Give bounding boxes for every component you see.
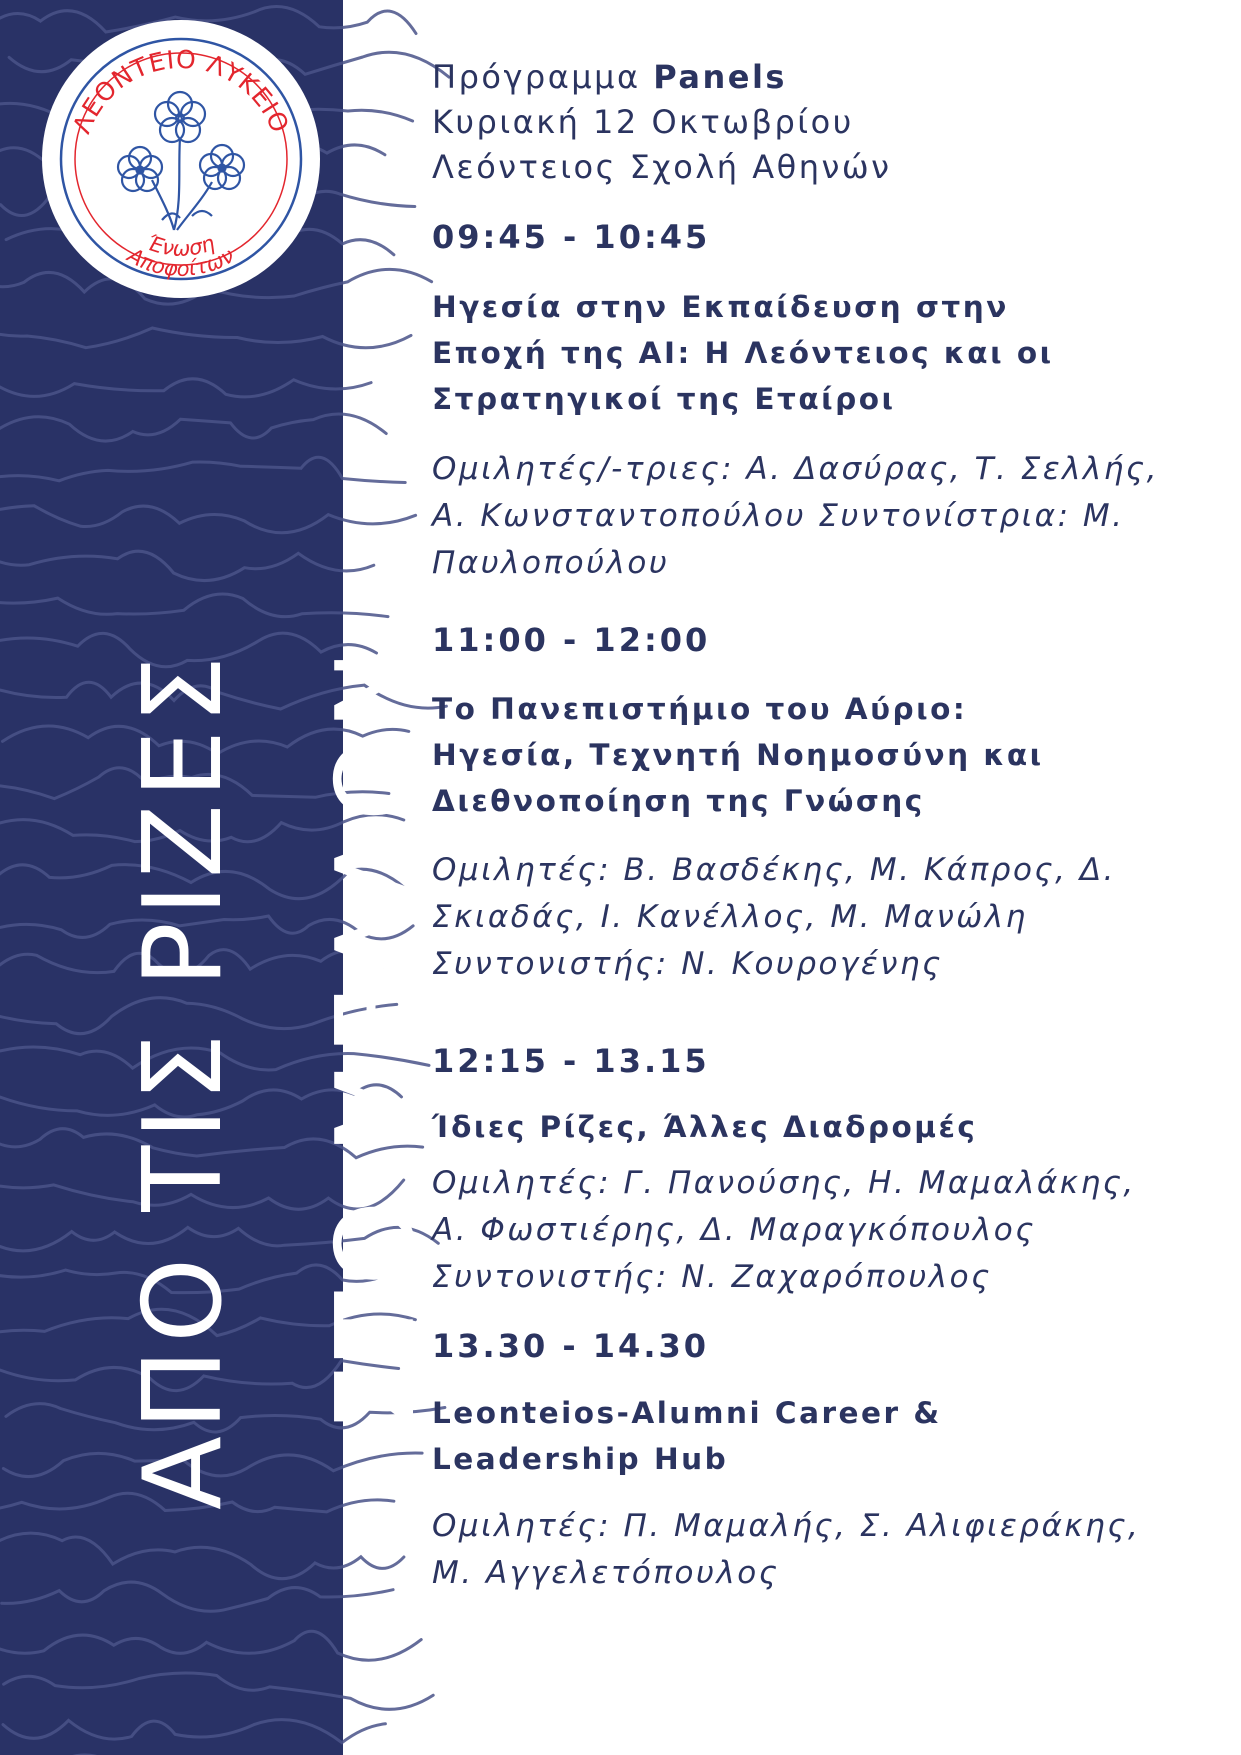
session-3-speakers	[432, 1160, 1192, 1301]
session-4-title-line: Leonteios-Alumni Career &	[432, 1396, 942, 1430]
session-1-speaker-line: Ομιλητές/-τριες: Α. Δασύρας, Τ. Σελλής,	[432, 451, 1159, 487]
logo-bottom-text-2: Αποφοίτων	[123, 243, 239, 282]
session-4-speaker-line: Μ. Αγγελετόπουλος	[432, 1555, 780, 1591]
session-3-time: 12:15 - 13.15	[432, 1042, 710, 1080]
session-3-speaker-line: Συντονιστής: Ν. Ζαχαρόπουλος	[432, 1259, 992, 1295]
session-1-speaker-line: Α. Κωνσταντοπούλου Συντονίστρια: Μ.	[432, 498, 1125, 534]
session-2-speaker-line: Ομιλητές: Β. Βασδέκης, Μ. Κάπρος, Δ.	[432, 852, 1116, 888]
intro-date: Κυριακή 12 Οκτωβρίου	[432, 103, 854, 141]
wave-line	[3, 1720, 385, 1743]
intro-panels-label: Panels	[653, 58, 787, 96]
wave-line	[4, 1673, 434, 1709]
session-1-title-line: Στρατηγικοί της Εταίροι	[432, 382, 896, 416]
session-2-title-line: Ηγεσία, Τεχνητή Νοημοσύνη και	[432, 738, 1044, 772]
session-4-title-line: Leadership Hub	[432, 1442, 729, 1476]
session-4-speaker-line: Ομιλητές: Π. Μαμαλής, Σ. Αλιφιεράκης,	[432, 1508, 1141, 1544]
session-2-title-line: Διεθνοποίηση της Γνώσης	[432, 784, 925, 818]
wave-line	[0, 1631, 421, 1660]
event-intro	[432, 55, 1192, 190]
sidebar-title-line-1: ΑΠΟ ΤΙΣ ΡΙΖΕΣ	[121, 649, 246, 1510]
session-1-speakers	[432, 446, 1192, 587]
wave-line	[0, 1533, 404, 1578]
session-2-time: 11:00 - 12:00	[432, 621, 711, 659]
session-2-speaker-line: Συντονιστής: Ν. Κουρογένης	[432, 946, 943, 982]
session-2-speakers	[432, 847, 1192, 988]
intro-program-label: Πρόγραμμα	[432, 58, 641, 96]
session-1-title-line: Εποχή της AI: Η Λεόντειος και οι	[432, 336, 1054, 370]
session-2-title-line: Το Πανεπιστήμιο του Αύριο:	[432, 692, 968, 726]
intro-venue: Λεόντειος Σχολή Αθηνών	[432, 148, 892, 186]
session-4-title	[432, 1390, 1212, 1482]
session-2-title	[432, 686, 1212, 824]
session-3-speaker-line: Ομιλητές: Γ. Πανούσης, Η. Μαμαλάκης,	[432, 1165, 1136, 1201]
sidebar-title-line-2: ΣΤΟ ΜΕΛΛΟΝ	[314, 643, 439, 1432]
session-4-speakers	[432, 1503, 1192, 1597]
sidebar-panel	[0, 0, 439, 1755]
session-1-title	[432, 284, 1212, 422]
session-1-time: 09:45 - 10:45	[432, 218, 711, 256]
wave-line	[2, 1582, 393, 1611]
session-4-time: 13.30 - 14.30	[432, 1327, 709, 1365]
session-1-title-line: Ηγεσία στην Εκπαίδευση στην	[432, 290, 1009, 324]
session-2-speaker-line: Σκιαδάς, Ι. Κανέλλος, Μ. Μανώλη	[432, 899, 1028, 935]
session-3-title-line: Ίδιες Ρίζες, Άλλες Διαδρομές	[432, 1110, 978, 1144]
logo-top-text: ΛΕΟΝΤΕΙΟ ΛΥΚΕΙΟ	[67, 44, 295, 138]
session-3-speaker-line: Α. Φωστιέρης, Δ. Μαραγκόπουλος	[432, 1212, 1036, 1248]
session-3-title	[432, 1104, 1212, 1150]
session-1-speaker-line: Παυλοπούλου	[432, 545, 670, 581]
logo-bottom-text-1: Ένωση	[144, 230, 218, 261]
intro-line-1	[432, 55, 1192, 100]
